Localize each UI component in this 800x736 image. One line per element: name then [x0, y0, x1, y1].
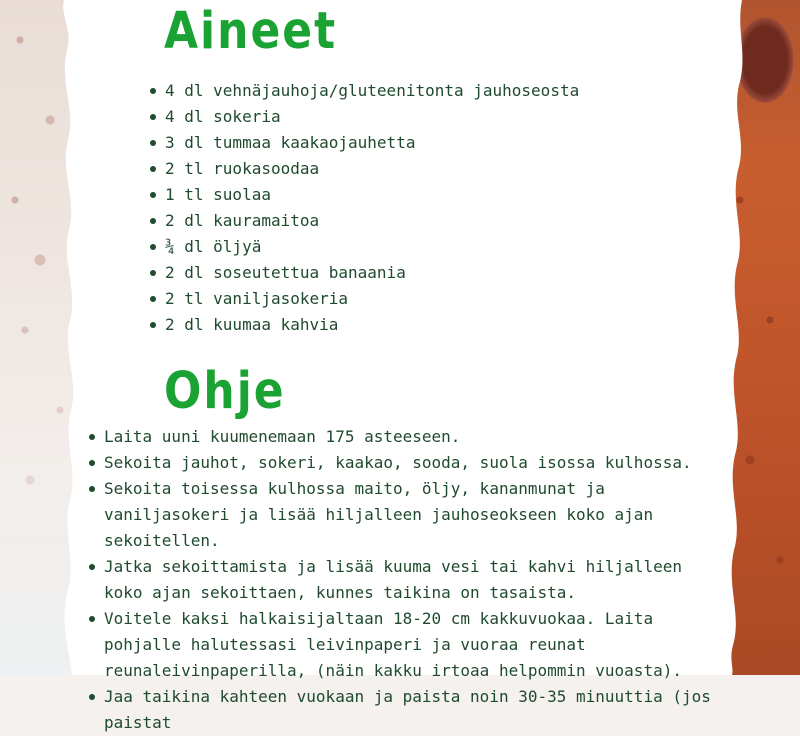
instruction-step: Sekoita jauhot, sokeri, kaakao, sooda, suola isossa kulhossa.	[104, 450, 724, 476]
ingredient-item: 2 dl kuumaa kahvia	[165, 312, 579, 338]
instructions-heading: Ohje	[164, 362, 286, 421]
ingredient-item: 4 dl sokeria	[165, 104, 579, 130]
ingredients-list	[150, 78, 579, 338]
ingredient-item: 2 tl vaniljasokeria	[165, 286, 579, 312]
recipe-card	[58, 0, 743, 732]
instruction-step: Jatka sekoittamista ja lisää kuuma vesi tai kahvi hiljalleen koko ajan sekoittaen, kunnes taikina on tasaista.	[104, 554, 724, 606]
instruction-step: Sekoita toisessa kulhossa maito, öljy, kananmunat ja vaniljasokeri ja lisää hiljalleen jauhoseokseen koko ajan sekoitellen.	[104, 476, 724, 554]
instruction-step: Voitele kaksi halkaisijaltaan 18-20 cm kakkuvuokaa. Laita pohjalle halutessasi leivinpaperi ja vuoraa reunat reunaleivinpaperilla, (näin kakku irtoaa helpommin vuoasta).	[104, 606, 724, 684]
ingredient-item: ¾ dl öljyä	[165, 234, 579, 260]
ingredient-item: 4 dl vehnäjauhoja/gluteenitonta jauhoseosta	[165, 78, 579, 104]
ingredients-heading: Aineet	[164, 2, 338, 61]
ingredient-item: 2 dl kauramaitoa	[165, 208, 579, 234]
ingredient-item: 3 dl tummaa kaakaojauhetta	[165, 130, 579, 156]
ingredient-item: 2 tl ruokasoodaa	[165, 156, 579, 182]
instruction-step: Laita uuni kuumenemaan 175 asteeseen.	[104, 424, 724, 450]
instruction-step: Jaa taikina kahteen vuokaan ja paista noin 30-35 minuuttia (jos paistat	[104, 684, 724, 736]
instructions-list	[88, 424, 724, 736]
ingredient-item: 2 dl soseutettua banaania	[165, 260, 579, 286]
ingredient-item: 1 tl suolaa	[165, 182, 579, 208]
